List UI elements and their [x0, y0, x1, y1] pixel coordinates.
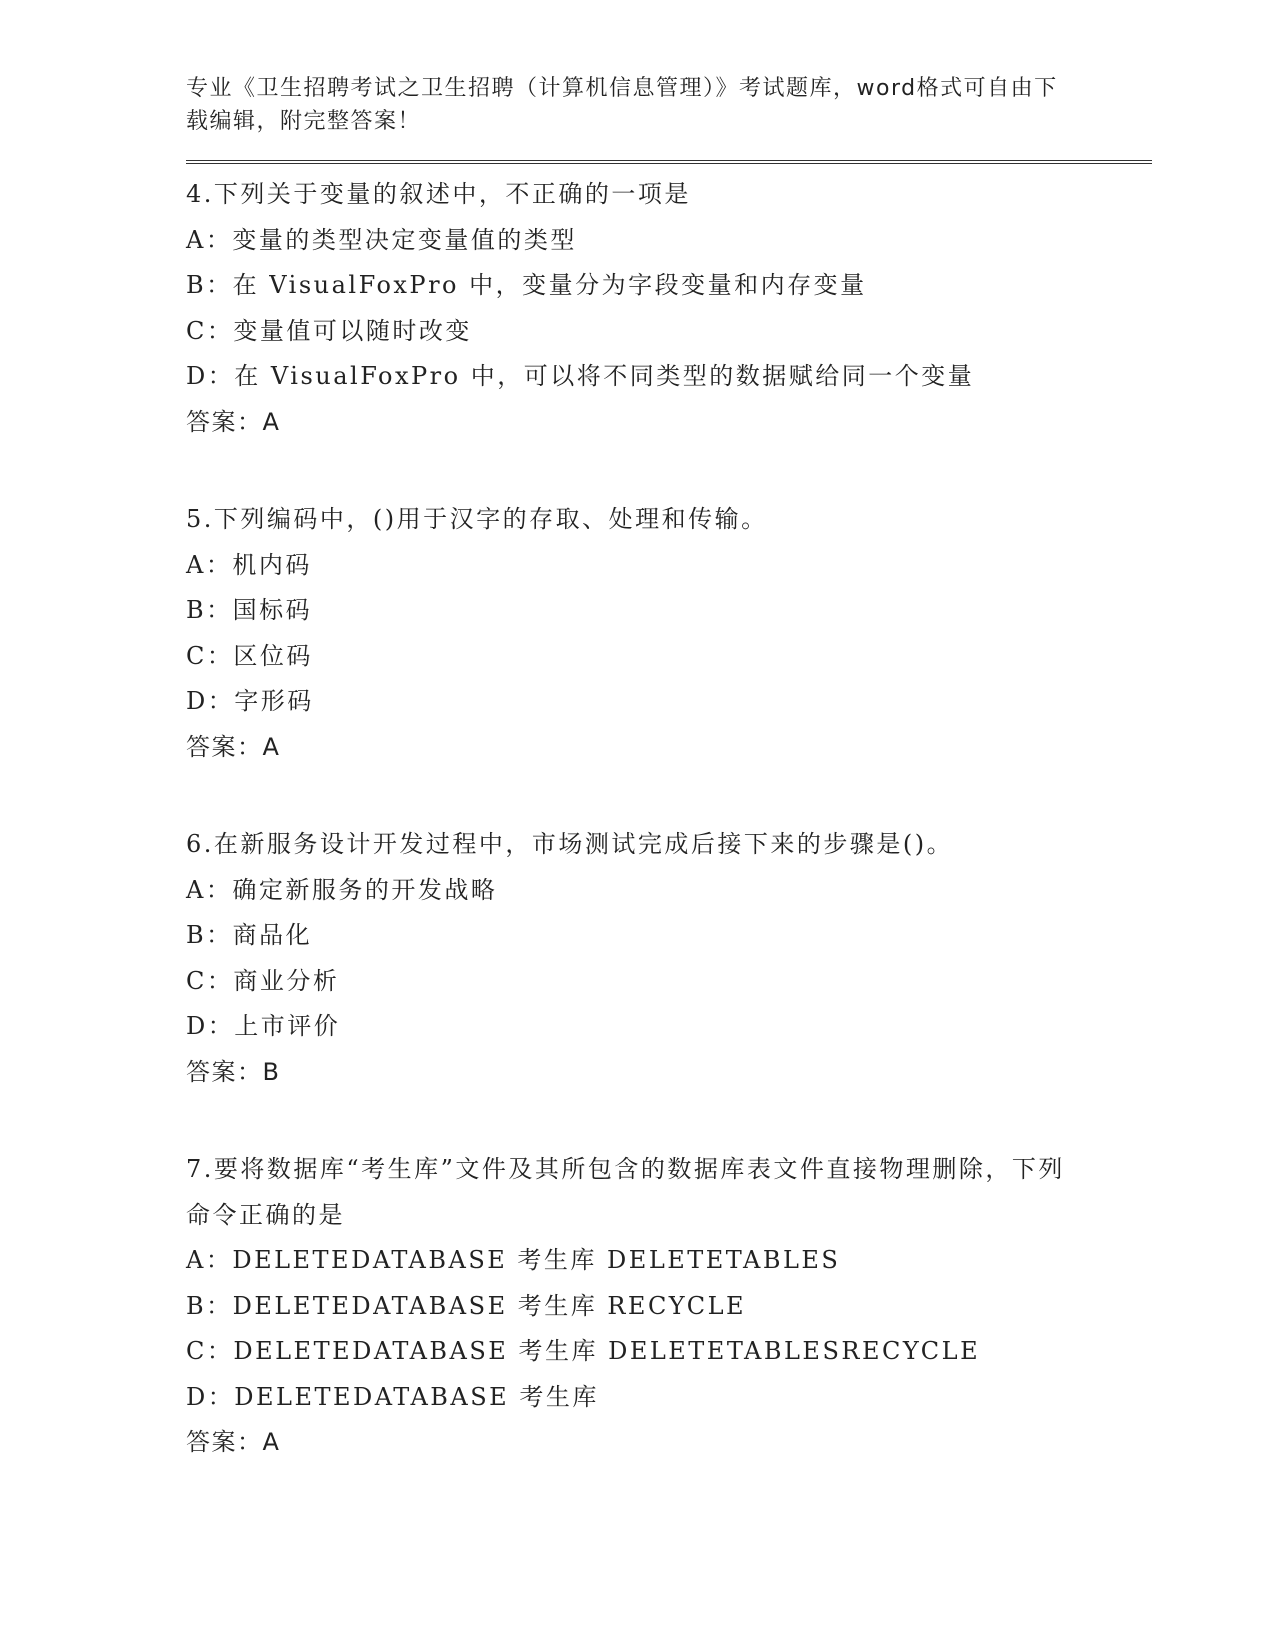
question-option: D：字形码: [186, 687, 314, 715]
question-answer: 答案：A: [186, 1428, 281, 1456]
question-option: B：DELETEDATABASE 考生库 RECYCLE: [186, 1291, 747, 1320]
question-answer: 答案：A: [186, 407, 281, 436]
question-option: A：变量的类型决定变量值的类型: [186, 225, 577, 254]
question-answer: 答案：B: [186, 1057, 281, 1086]
question-stem: 4.下列关于变量的叙述中，不正确的一项是: [186, 180, 691, 208]
question-item: [186, 1147, 1152, 1466]
question-item: [186, 822, 1152, 1095]
document-intro: 专业《卫生招聘考试之卫生招聘（计算机信息管理）》考试题库，word格式可自由下载编辑，附完整答案！: [186, 76, 1058, 134]
header-divider: [186, 160, 1152, 164]
question-option: B：国标码: [186, 596, 313, 624]
question-stem: 5.下列编码中，()用于汉字的存取、处理和传输。: [186, 505, 768, 533]
question-option: B：商品化: [186, 921, 313, 949]
question-stem: 7.要将数据库“考生库”文件及其所包含的数据库表文件直接物理删除，下列命令正确的是: [186, 1155, 1065, 1229]
question-option: C：商业分析: [186, 966, 340, 995]
document-page: [186, 72, 1152, 1466]
question-option: A：DELETEDATABASE 考生库 DELETETABLES: [186, 1246, 841, 1274]
question-option: C：变量值可以随时改变: [186, 316, 472, 345]
question-item: [186, 497, 1152, 770]
question-list: [186, 172, 1152, 1466]
question-option: B：在 VisualFoxPro 中，变量分为字段变量和内存变量: [186, 271, 867, 299]
question-option: C：区位码: [186, 641, 313, 670]
question-option: D：DELETEDATABASE 考生库: [186, 1382, 599, 1411]
question-item: [186, 172, 1152, 445]
question-option: D：上市评价: [186, 1012, 341, 1040]
question-option: C：DELETEDATABASE 考生库 DELETETABLESRECYCLE: [186, 1337, 981, 1365]
question-option: A：机内码: [186, 550, 312, 579]
question-option: A：确定新服务的开发战略: [186, 875, 498, 904]
question-answer: 答案：A: [186, 732, 281, 761]
question-stem: 6.在新服务设计开发过程中，市场测试完成后接下来的步骤是()。: [186, 830, 954, 858]
question-option: D：在 VisualFoxPro 中，可以将不同类型的数据赋给同一个变量: [186, 362, 975, 390]
